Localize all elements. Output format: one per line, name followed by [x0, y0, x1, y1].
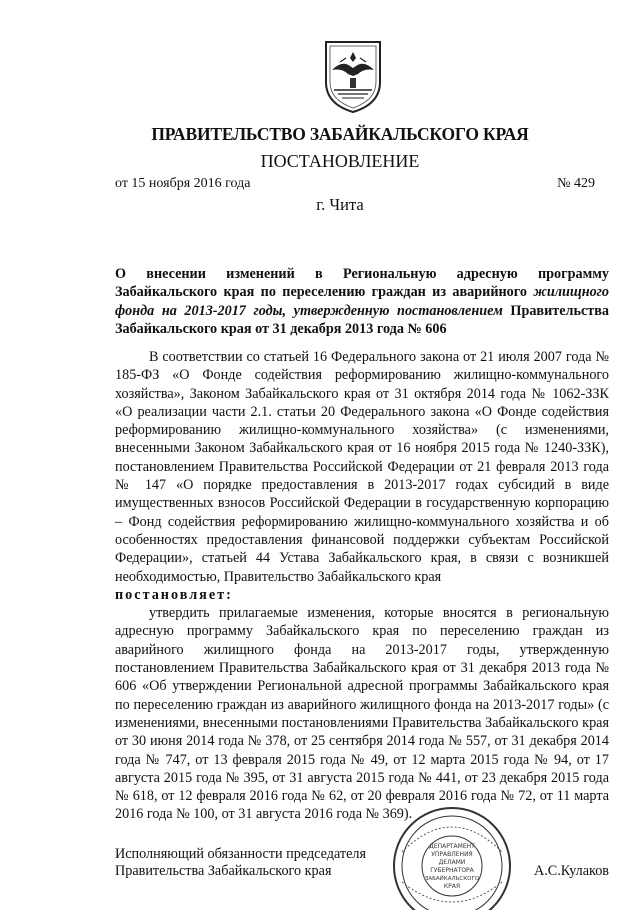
- svg-text:ГУБЕРНАТОРА: ГУБЕРНАТОРА: [430, 867, 474, 874]
- signatory-position: [115, 846, 366, 880]
- signatory-name: А.С.Кулаков: [534, 863, 610, 879]
- subject-line-2: жилищного фонда на 2013-2017 годы, утвержденную постановлением: [115, 284, 610, 319]
- document-body: [115, 348, 609, 824]
- subject-line-3: Правительства Забайкальского края от 31 декабря 2013 года № 606: [115, 302, 610, 338]
- resolution-paragraph: утвердить прилагаемые изменения, которые вносятся в региональную адресную программу Забайкальского края по переселению граждан из аварийного жилищного фонда на 2013-2017 годы, утвержденную постановлением Правительства Забайкальского края от 31 декабря 2013 года № 606 «Об утверждении Региональной адресной программы Забайкальского края по переселению граждан из аварийного жилищного фонда на 2013-2017 годы» (с изменениями, внесенными постановлениями Правительства Забайкальского края от 30 июня 2014 года № 378, от 25 сентября 2014 года № 557, от 31 декабря 2014 года № 747, от 13 февраля 2015 года № 49, от 12 марта 2015 года № 94, от 17 августа 2015 года № 395, от 31 августа 2015 года № 441, от 23 декабря 2015 года № 618, от 12 февраля 2016 года № 62, от 20 февраля 2016 года № 72, от 11 марта 2016 года № 100, от 31 августа 2016 года № 369).: [115, 605, 609, 823]
- svg-text:КРАЯ: КРАЯ: [443, 883, 461, 890]
- svg-text:ДЕПАРТАМЕНТ: ДЕПАРТАМЕНТ: [429, 843, 475, 850]
- document-subject: [115, 265, 609, 339]
- document-date: от 15 ноября 2016 года: [115, 176, 251, 191]
- document-type: ПОСТАНОВЛЕНИЕ: [260, 151, 420, 171]
- signatory-position-line-2: Правительства Забайкальского края: [115, 863, 332, 879]
- svg-text:УПРАВЛЕНИЯ: УПРАВЛЕНИЯ: [431, 851, 473, 858]
- svg-text:ЗАБАЙКАЛЬСКОГО: ЗАБАЙКАЛЬСКОГО: [424, 876, 480, 882]
- subject-line-1: О внесении изменений в Региональную адресную программу Забайкальского края по переселению граждан из аварийного: [115, 266, 609, 301]
- official-seal-icon: [372, 792, 522, 910]
- organization-title: ПРАВИТЕЛЬСТВО ЗАБАЙКАЛЬСКОГО КРАЯ: [151, 124, 529, 144]
- document-number: № 429: [557, 176, 595, 191]
- signatory-position-line-1: Исполняющий обязанности председателя: [115, 846, 366, 862]
- coat-of-arms-icon: [320, 38, 386, 114]
- preamble-paragraph: В соответствии со статьей 16 Федерального закона от 21 июля 2007 года № 185-ФЗ «О Фонде содействия реформированию жилищно-коммунального хозяйства», Законом Забайкальского края от 31 октября 2014 года № 1062-ЗЗК «О реализации части 2.1. статьи 20 Федерального закона «О Фонде содействия реформированию жилищно-коммунального хозяйства» (с изменениями, внесенными Законом Забайкальского края от 16 ноября 2015 года № 1240-ЗЗК), постановлением Правительства Российской Федерации от 21 февраля 2013 года № 147 «О порядке предоставления в 2013-2017 годах субсидий в виде имущественных взносов Российской Федерации в государственную корпорацию – Фонд содействия реформированию жилищно-коммунального хозяйства и об особенностях предоставления финансовой поддержки субъектам Российской Федерации», статьей 44 Устава Забайкальского края, в связи с возникшей необходимостью, Правительство Забайкальского края: [115, 349, 609, 585]
- svg-text:ДЕЛАМИ: ДЕЛАМИ: [438, 859, 466, 866]
- document-city: г. Чита: [316, 195, 364, 214]
- decree-word: постановляет:: [115, 586, 233, 603]
